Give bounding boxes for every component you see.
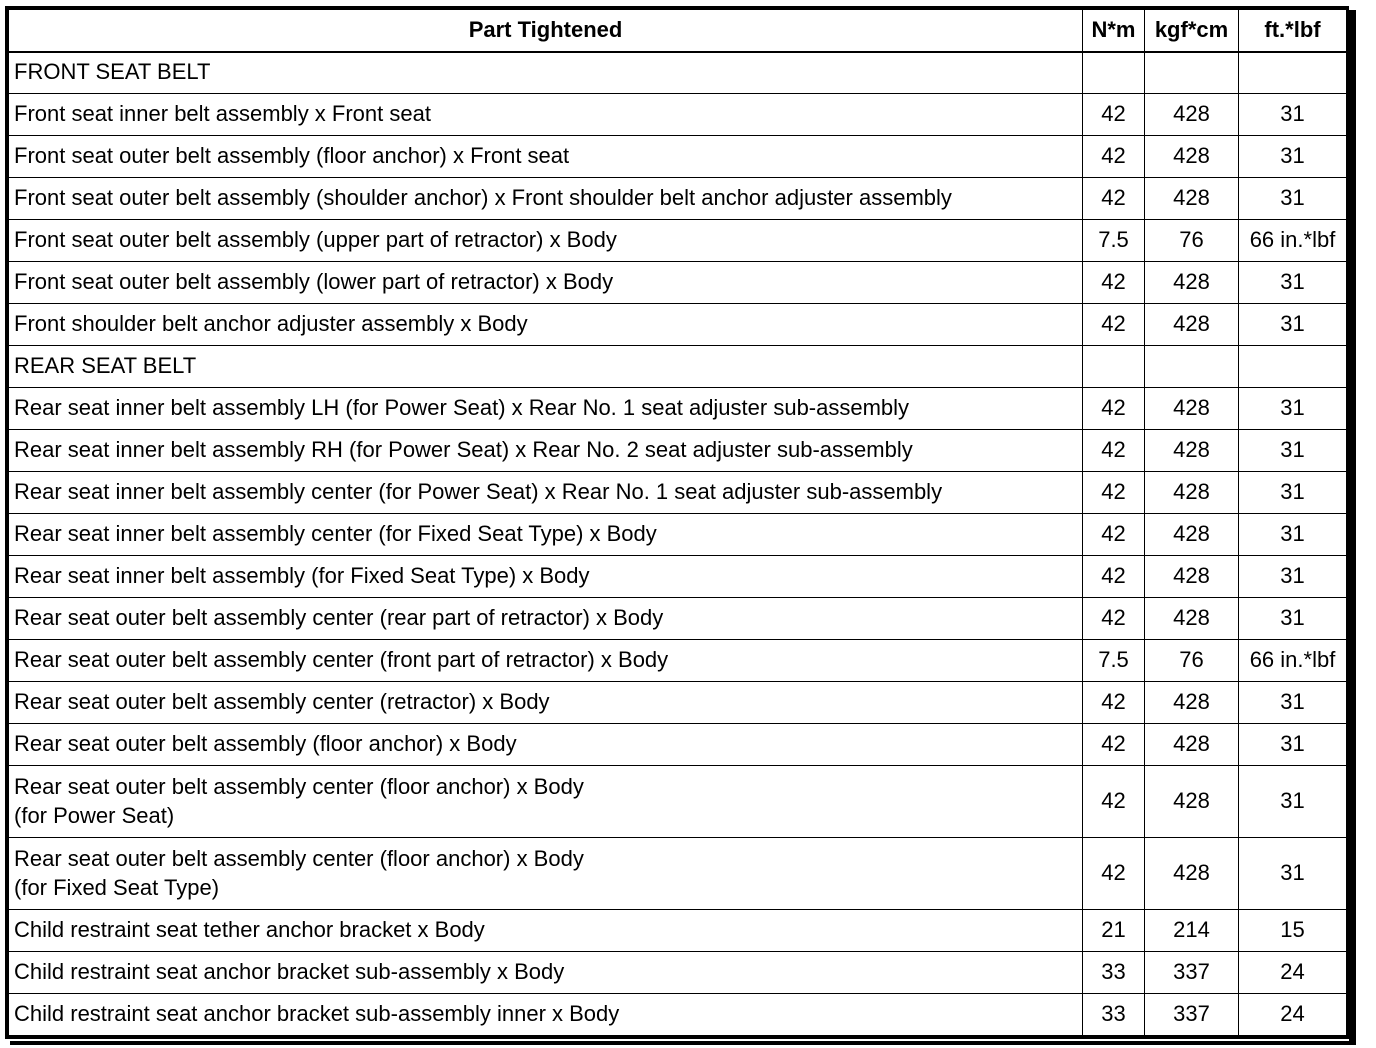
part-name: Front shoulder belt anchor adjuster assembly x Body bbox=[14, 311, 528, 337]
kgf-cm-value: 76 bbox=[1145, 640, 1239, 682]
kgf-cm-value: 428 bbox=[1145, 766, 1239, 838]
nm-value: 42 bbox=[1083, 682, 1145, 724]
ft-lbf-value bbox=[1239, 346, 1347, 388]
kgf-cm-value: 428 bbox=[1145, 136, 1239, 178]
nm-value: 42 bbox=[1083, 514, 1145, 556]
kgf-cm-value bbox=[1145, 346, 1239, 388]
part-tightened-cell bbox=[9, 430, 1083, 472]
nm-value bbox=[1083, 346, 1145, 388]
table-row bbox=[9, 598, 1347, 640]
kgf-cm-value: 428 bbox=[1145, 514, 1239, 556]
nm-value: 42 bbox=[1083, 136, 1145, 178]
ft-lbf-value: 24 bbox=[1239, 994, 1347, 1036]
table-shadow-bottom bbox=[10, 1041, 1356, 1045]
header-part-tightened: Part Tightened bbox=[9, 10, 1083, 52]
table-row bbox=[9, 514, 1347, 556]
part-name: Rear seat inner belt assembly center (for Fixed Seat Type) x Body bbox=[14, 521, 657, 547]
kgf-cm-value: 428 bbox=[1145, 472, 1239, 514]
part-tightened-cell bbox=[9, 94, 1083, 136]
table-row bbox=[9, 220, 1347, 262]
table-row bbox=[9, 640, 1347, 682]
part-tightened-cell bbox=[9, 994, 1083, 1036]
table-row bbox=[9, 838, 1347, 910]
part-name-qualifier: (for Fixed Seat Type) bbox=[14, 874, 220, 900]
part-tightened-cell bbox=[9, 472, 1083, 514]
part-tightened-cell bbox=[9, 136, 1083, 178]
ft-lbf-value: 31 bbox=[1239, 430, 1347, 472]
table-row bbox=[9, 682, 1347, 724]
table-row bbox=[9, 136, 1347, 178]
nm-value: 42 bbox=[1083, 430, 1145, 472]
part-name: Rear seat inner belt assembly LH (for Power Seat) x Rear No. 1 seat adjuster sub-assembly bbox=[14, 395, 910, 421]
part-tightened-cell bbox=[9, 952, 1083, 994]
table-row bbox=[9, 766, 1347, 838]
kgf-cm-value bbox=[1145, 52, 1239, 94]
part-tightened-cell bbox=[9, 220, 1083, 262]
part-name: Front seat outer belt assembly (shoulder anchor) x Front shoulder belt anchor adjuster assembly bbox=[14, 185, 952, 211]
part-tightened-cell bbox=[9, 766, 1083, 838]
table-row bbox=[9, 556, 1347, 598]
part-name: Child restraint seat anchor bracket sub-assembly x Body bbox=[14, 959, 565, 985]
part-tightened-cell bbox=[9, 838, 1083, 910]
table-row bbox=[9, 952, 1347, 994]
part-tightened-cell bbox=[9, 724, 1083, 766]
ft-lbf-value: 31 bbox=[1239, 724, 1347, 766]
header-kgf-cm: kgf*cm bbox=[1145, 10, 1239, 52]
part-tightened-cell bbox=[9, 304, 1083, 346]
part-tightened-cell bbox=[9, 556, 1083, 598]
nm-value: 42 bbox=[1083, 556, 1145, 598]
header-nm: N*m bbox=[1083, 10, 1145, 52]
part-name: Rear seat outer belt assembly center (floor anchor) x Body bbox=[14, 773, 584, 799]
part-name: Rear seat outer belt assembly center (floor anchor) x Body bbox=[14, 845, 584, 871]
nm-value: 42 bbox=[1083, 472, 1145, 514]
part-tightened-cell bbox=[9, 262, 1083, 304]
table-shadow-right bbox=[1349, 10, 1356, 1044]
nm-value: 21 bbox=[1083, 910, 1145, 952]
nm-value: 42 bbox=[1083, 388, 1145, 430]
ft-lbf-value: 31 bbox=[1239, 136, 1347, 178]
kgf-cm-value: 428 bbox=[1145, 682, 1239, 724]
ft-lbf-value: 31 bbox=[1239, 838, 1347, 910]
ft-lbf-value: 31 bbox=[1239, 556, 1347, 598]
ft-lbf-value: 24 bbox=[1239, 952, 1347, 994]
nm-value: 42 bbox=[1083, 94, 1145, 136]
nm-value: 33 bbox=[1083, 952, 1145, 994]
part-tightened-cell bbox=[9, 388, 1083, 430]
kgf-cm-value: 428 bbox=[1145, 598, 1239, 640]
header-ft-lbf: ft.*lbf bbox=[1239, 10, 1347, 52]
part-name: Rear seat outer belt assembly center (front part of retractor) x Body bbox=[14, 647, 669, 673]
part-tightened-cell bbox=[9, 910, 1083, 952]
table-row bbox=[9, 430, 1347, 472]
ft-lbf-value: 31 bbox=[1239, 304, 1347, 346]
header-row bbox=[9, 10, 1347, 52]
nm-value: 7.5 bbox=[1083, 640, 1145, 682]
part-name: FRONT SEAT BELT bbox=[14, 59, 211, 85]
part-name: Rear seat outer belt assembly (floor anchor) x Body bbox=[14, 731, 517, 757]
part-tightened-cell bbox=[9, 178, 1083, 220]
part-tightened-cell bbox=[9, 682, 1083, 724]
part-tightened-cell bbox=[9, 52, 1083, 94]
nm-value: 42 bbox=[1083, 178, 1145, 220]
ft-lbf-value: 31 bbox=[1239, 262, 1347, 304]
kgf-cm-value: 214 bbox=[1145, 910, 1239, 952]
kgf-cm-value: 428 bbox=[1145, 556, 1239, 598]
ft-lbf-value: 31 bbox=[1239, 388, 1347, 430]
ft-lbf-value: 31 bbox=[1239, 598, 1347, 640]
kgf-cm-value: 428 bbox=[1145, 304, 1239, 346]
table-row bbox=[9, 262, 1347, 304]
part-name: Front seat inner belt assembly x Front seat bbox=[14, 101, 431, 127]
kgf-cm-value: 428 bbox=[1145, 388, 1239, 430]
ft-lbf-value bbox=[1239, 52, 1347, 94]
kgf-cm-value: 76 bbox=[1145, 220, 1239, 262]
ft-lbf-value: 15 bbox=[1239, 910, 1347, 952]
nm-value: 42 bbox=[1083, 304, 1145, 346]
part-name: Front seat outer belt assembly (lower part of retractor) x Body bbox=[14, 269, 614, 295]
table-row bbox=[9, 178, 1347, 220]
section-row bbox=[9, 52, 1347, 94]
table-row bbox=[9, 94, 1347, 136]
part-name: Child restraint seat tether anchor bracket x Body bbox=[14, 917, 485, 943]
table-row bbox=[9, 994, 1347, 1036]
part-name: Rear seat inner belt assembly (for Fixed Seat Type) x Body bbox=[14, 563, 590, 589]
nm-value: 42 bbox=[1083, 838, 1145, 910]
nm-value: 42 bbox=[1083, 766, 1145, 838]
part-name-qualifier: (for Power Seat) bbox=[14, 802, 175, 828]
ft-lbf-value: 31 bbox=[1239, 472, 1347, 514]
kgf-cm-value: 428 bbox=[1145, 94, 1239, 136]
torque-spec-table-frame bbox=[5, 6, 1349, 1039]
ft-lbf-value: 31 bbox=[1239, 766, 1347, 838]
part-name: Front seat outer belt assembly (upper part of retractor) x Body bbox=[14, 227, 617, 253]
part-tightened-cell bbox=[9, 514, 1083, 556]
part-name: Rear seat inner belt assembly RH (for Power Seat) x Rear No. 2 seat adjuster sub-assembly bbox=[14, 437, 913, 463]
part-name: REAR SEAT BELT bbox=[14, 353, 197, 379]
ft-lbf-value: 31 bbox=[1239, 514, 1347, 556]
kgf-cm-value: 428 bbox=[1145, 430, 1239, 472]
nm-value: 42 bbox=[1083, 598, 1145, 640]
kgf-cm-value: 337 bbox=[1145, 994, 1239, 1036]
nm-value: 7.5 bbox=[1083, 220, 1145, 262]
part-name: Rear seat outer belt assembly center (rear part of retractor) x Body bbox=[14, 605, 664, 631]
ft-lbf-value: 66 in.*lbf bbox=[1239, 640, 1347, 682]
nm-value bbox=[1083, 52, 1145, 94]
kgf-cm-value: 337 bbox=[1145, 952, 1239, 994]
ft-lbf-value: 66 in.*lbf bbox=[1239, 220, 1347, 262]
part-name: Rear seat outer belt assembly center (retractor) x Body bbox=[14, 689, 550, 715]
section-row bbox=[9, 346, 1347, 388]
part-name: Rear seat inner belt assembly center (for Power Seat) x Rear No. 1 seat adjuster sub-assembly bbox=[14, 479, 943, 505]
kgf-cm-value: 428 bbox=[1145, 262, 1239, 304]
part-name: Front seat outer belt assembly (floor anchor) x Front seat bbox=[14, 143, 570, 169]
table-row bbox=[9, 910, 1347, 952]
ft-lbf-value: 31 bbox=[1239, 682, 1347, 724]
torque-spec-table bbox=[8, 9, 1347, 1036]
kgf-cm-value: 428 bbox=[1145, 838, 1239, 910]
table-row bbox=[9, 388, 1347, 430]
kgf-cm-value: 428 bbox=[1145, 178, 1239, 220]
table-row bbox=[9, 472, 1347, 514]
kgf-cm-value: 428 bbox=[1145, 724, 1239, 766]
table-body bbox=[9, 52, 1347, 1036]
table-row bbox=[9, 304, 1347, 346]
part-tightened-cell bbox=[9, 346, 1083, 388]
nm-value: 42 bbox=[1083, 724, 1145, 766]
ft-lbf-value: 31 bbox=[1239, 94, 1347, 136]
part-tightened-cell bbox=[9, 640, 1083, 682]
table-row bbox=[9, 724, 1347, 766]
ft-lbf-value: 31 bbox=[1239, 178, 1347, 220]
nm-value: 42 bbox=[1083, 262, 1145, 304]
nm-value: 33 bbox=[1083, 994, 1145, 1036]
part-tightened-cell bbox=[9, 598, 1083, 640]
part-name: Child restraint seat anchor bracket sub-assembly inner x Body bbox=[14, 1001, 620, 1027]
